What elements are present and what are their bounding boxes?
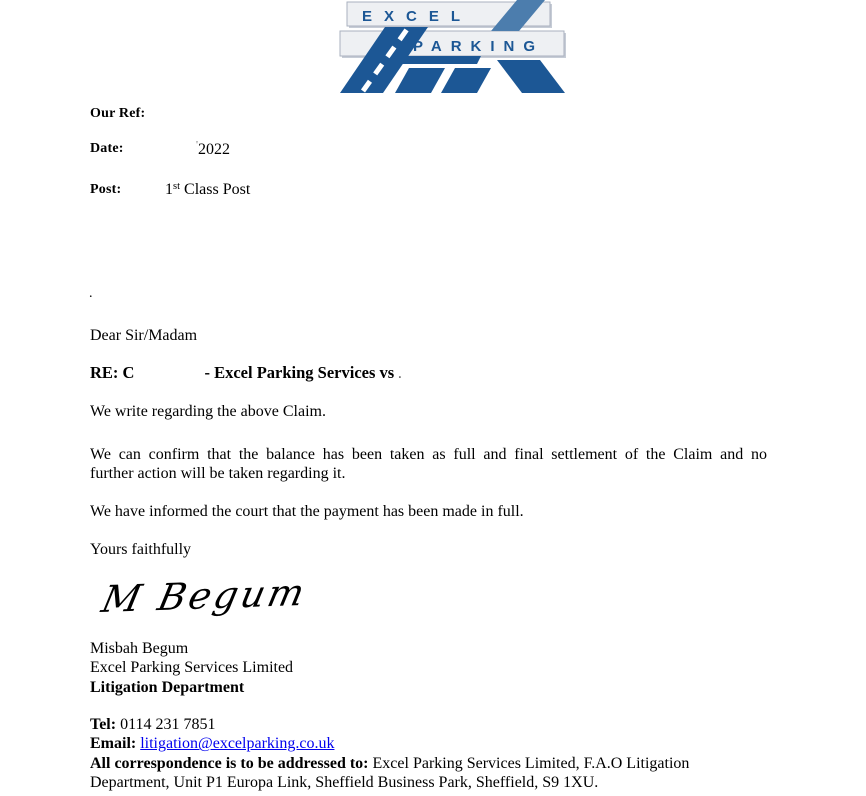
tel-row bbox=[90, 715, 772, 734]
tel-label: Tel: bbox=[90, 716, 117, 733]
email-link[interactable]: litigation@excelparking.co.uk bbox=[140, 735, 335, 753]
handwritten-signature: M Begum bbox=[98, 570, 312, 621]
logo-bay-middle bbox=[441, 68, 491, 93]
address-label: All correspondence is to be addressed to: bbox=[90, 754, 369, 772]
date-value: '2022 bbox=[196, 139, 230, 158]
post-label: Post: bbox=[90, 182, 122, 197]
logo-wordmark-excel: EXCEL bbox=[362, 8, 473, 25]
re-claim-prefix: RE: C bbox=[90, 363, 135, 382]
logo-bay-right bbox=[497, 60, 565, 93]
redaction-remnant-dot: . bbox=[89, 286, 93, 301]
post-value: 1st Class Post bbox=[165, 181, 251, 198]
paragraph-3: We have informed the court that the payment has been made in full. bbox=[90, 503, 524, 520]
address-value: Excel Parking Services Limited, F.A.O Litigation Department, Unit P1 Europa Link, Sheffield Business Park, Sheffield, S9 1XU. bbox=[90, 754, 690, 791]
paragraph-2-line-1: We can confirm that the balance has been taken as full and final settlement of the Claim and no bbox=[90, 446, 767, 463]
logo-graphic bbox=[333, 0, 566, 93]
signer-name: Misbah Begum bbox=[90, 640, 189, 657]
contact-block bbox=[90, 715, 772, 792]
signer-department: Litigation Department bbox=[90, 678, 245, 696]
logo-bay-strip bbox=[395, 56, 481, 64]
our-ref-label: Our Ref: bbox=[90, 106, 146, 121]
email-label: Email: bbox=[90, 735, 137, 753]
salutation: Dear Sir/Madam bbox=[90, 327, 198, 344]
excel-parking-logo bbox=[333, 0, 566, 93]
ordinal-suffix: st bbox=[173, 181, 181, 192]
closing: Yours faithfully bbox=[90, 541, 192, 558]
tel-value: 0114 231 7851 bbox=[120, 716, 216, 733]
date-redaction-remnant: ' bbox=[196, 139, 198, 151]
date-label: Date: bbox=[90, 141, 124, 156]
re-subject-main: - Excel Parking Services vs bbox=[204, 363, 395, 382]
signer-company: Excel Parking Services Limited bbox=[90, 659, 294, 677]
re-subject-line bbox=[90, 363, 401, 383]
re-redaction-remnant: . bbox=[398, 367, 402, 381]
signer-block bbox=[90, 639, 293, 697]
logo-bay-left bbox=[395, 68, 445, 93]
logo-wordmark-parking: PARKING bbox=[413, 38, 545, 55]
paragraph-1: We write regarding the above Claim. bbox=[90, 403, 326, 420]
paragraph-2-line-2: further action will be taken regarding it. bbox=[90, 465, 346, 483]
paragraph-2 bbox=[90, 445, 767, 484]
correspondence-address bbox=[90, 754, 772, 793]
email-row bbox=[90, 734, 772, 753]
